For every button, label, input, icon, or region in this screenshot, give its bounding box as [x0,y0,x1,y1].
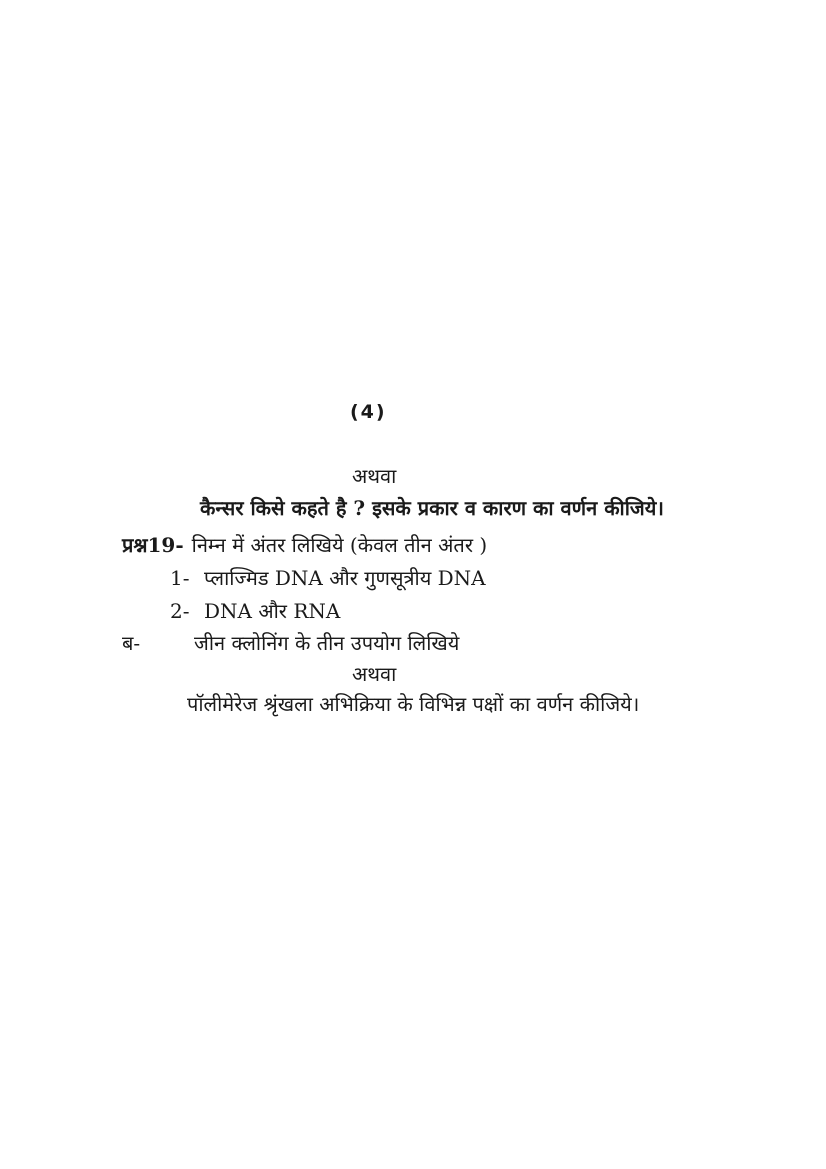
q19-part-b [122,629,459,657]
page-number: (4) [350,401,387,423]
or-label-q18: अथवा [352,464,397,488]
q19-number: प्रश्न19- [122,533,184,557]
q19-item-2-number: 2- [170,599,190,623]
q19-part-b-label: ब- [122,631,141,655]
q18-alternative-question: कैन्सर किसे कहते है ? इसके प्रकार व कारण का वर्णन कीजिये। [200,496,664,520]
q19-part-b-text: जीन क्लोनिंग के तीन उपयोग लिखिये [194,631,460,655]
q19-question-row [122,531,487,559]
q19-question-text: निम्न में अंतर लिखिये (केवल तीन अंतर ) [191,533,488,557]
q19-item-1-number: 1- [170,566,190,590]
q19-item-2-text: DNA और RNA [204,599,341,623]
q19-alternative-question: पॉलीमेरेज श्रृंखला अभिक्रिया के विभिन्न पक्षों का वर्णन कीजिये। [187,692,640,716]
q19-item-1-text: प्लाज्मिड DNA और गुणसूत्रीय DNA [204,566,486,590]
q19-item-1 [170,564,486,592]
q19-item-2 [170,597,340,625]
or-label-q19: अथवा [352,662,397,686]
